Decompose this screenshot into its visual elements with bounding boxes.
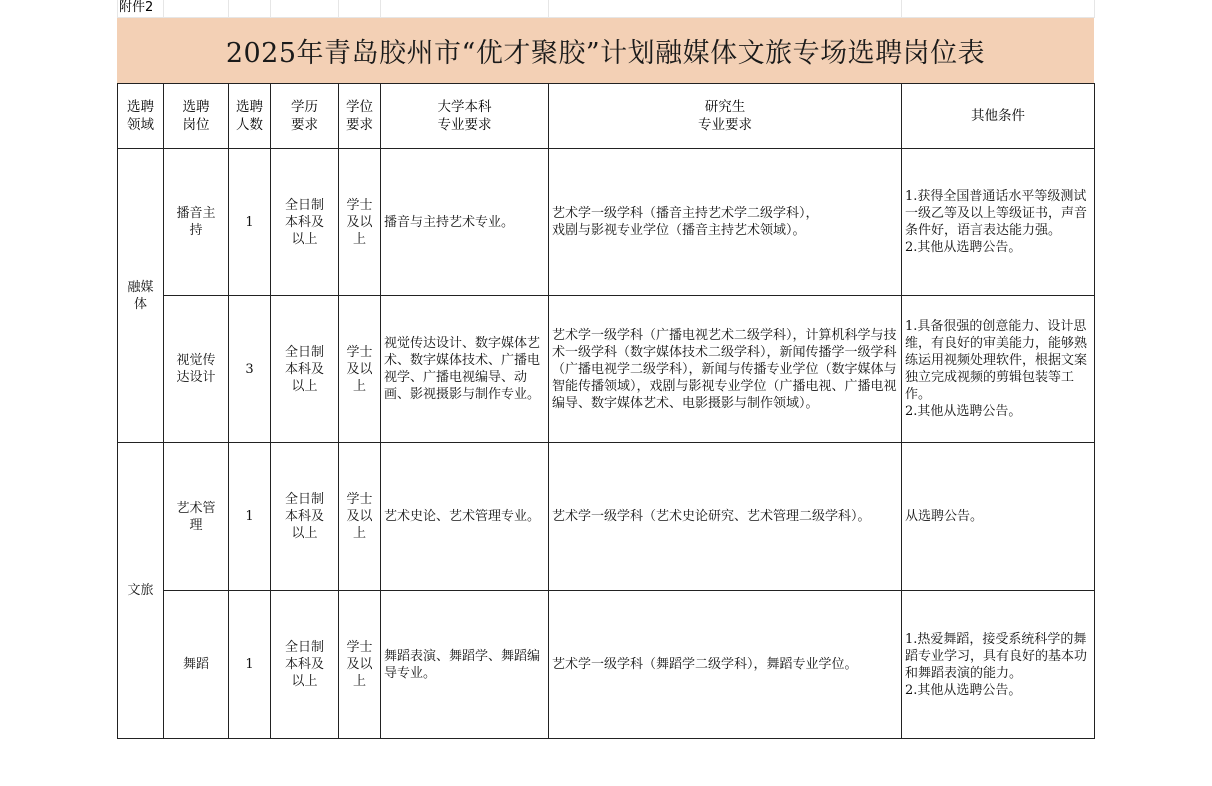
position-cell: 舞蹈 <box>164 591 229 739</box>
education-cell: 全日制 本科及 以上 <box>271 149 339 296</box>
degree-cell: 学士 及以 上 <box>339 443 381 591</box>
other-conditions-cell: 从选聘公告。 <box>902 443 1095 591</box>
field-cell: 文旅 <box>118 443 164 739</box>
degree-cell: 学士 及以 上 <box>339 149 381 296</box>
header-graduate-major: 研究生 专业要求 <box>549 84 902 149</box>
education-cell: 全日制 本科及 以上 <box>271 296 339 443</box>
grid-line <box>901 0 902 18</box>
other-conditions-cell: 1.热爱舞蹈，接受系统科学的舞蹈专业学习，具有良好的基本功和舞蹈表演的能力。 2.其他从选聘公告。 <box>902 591 1095 739</box>
header-count: 选聘 人数 <box>229 84 271 149</box>
other-conditions-cell: 1.获得全国普通话水平等级测试一级乙等及以上等级证书，声音条件好，语言表达能力强。 2.其他从选聘公告。 <box>902 149 1095 296</box>
table-row <box>118 296 1095 443</box>
grid-line <box>548 0 549 18</box>
header-education: 学历 要求 <box>271 84 339 149</box>
degree-cell: 学士 及以 上 <box>339 296 381 443</box>
position-cell: 艺术管 理 <box>164 443 229 591</box>
undergrad-major-cell: 舞蹈表演、舞蹈学、舞蹈编导专业。 <box>381 591 549 739</box>
graduate-major-cell: 艺术学一级学科（广播电视艺术二级学科），计算机科学与技术一级学科（数字媒体技术二级学科），新闻传播学一级学科（广播电视学二级学科），新闻与传播专业学位（数字媒体与智能传播领域），戏剧与影视专业学位（广播电视、广播电视编导、数字媒体艺术、电影摄影与制作领域）。 <box>549 296 902 443</box>
count-cell: 1 <box>229 591 271 739</box>
header-row <box>118 84 1095 149</box>
grid-line <box>163 0 164 18</box>
field-cell: 融媒 体 <box>118 149 164 443</box>
position-cell: 播音主 持 <box>164 149 229 296</box>
graduate-major-cell: 艺术学一级学科（播音主持艺术学二级学科）， 戏剧与影视专业学位（播音主持艺术领域）。 <box>549 149 902 296</box>
positions-table <box>117 83 1095 739</box>
undergrad-major-cell: 视觉传达设计、数字媒体艺术、数字媒体技术、广播电视学、广播电视编导、动画、影视摄影与制作专业。 <box>381 296 549 443</box>
education-cell: 全日制 本科及 以上 <box>271 443 339 591</box>
page-title: 2025年青岛胶州市“优才聚胶”计划融媒体文旅专场选聘岗位表 <box>117 18 1094 83</box>
education-cell: 全日制 本科及 以上 <box>271 591 339 739</box>
table-row <box>118 443 1095 591</box>
count-cell: 1 <box>229 149 271 296</box>
undergrad-major-cell: 艺术史论、艺术管理专业。 <box>381 443 549 591</box>
count-cell: 1 <box>229 443 271 591</box>
header-degree: 学位 要求 <box>339 84 381 149</box>
attachment-label: 附件2 <box>119 0 154 15</box>
header-other-conditions: 其他条件 <box>902 84 1095 149</box>
degree-cell: 学士 及以 上 <box>339 591 381 739</box>
undergrad-major-cell: 播音与主持艺术专业。 <box>381 149 549 296</box>
graduate-major-cell: 艺术学一级学科（舞蹈学二级学科），舞蹈专业学位。 <box>549 591 902 739</box>
grid-line <box>270 0 271 18</box>
position-cell: 视觉传 达设计 <box>164 296 229 443</box>
count-cell: 3 <box>229 296 271 443</box>
grid-line <box>1094 0 1095 18</box>
table-row <box>118 149 1095 296</box>
graduate-major-cell: 艺术学一级学科（艺术史论研究、艺术管理二级学科）。 <box>549 443 902 591</box>
grid-line <box>117 0 118 18</box>
grid-line <box>228 0 229 18</box>
header-field: 选聘 领域 <box>118 84 164 149</box>
grid-line <box>338 0 339 18</box>
header-position: 选聘 岗位 <box>164 84 229 149</box>
header-undergrad-major: 大学本科 专业要求 <box>381 84 549 149</box>
table-row <box>118 591 1095 739</box>
grid-line <box>380 0 381 18</box>
other-conditions-cell: 1.具备很强的创意能力、设计思维，有良好的审美能力，能够熟练运用视频处理软件，根据文案独立完成视频的剪辑包装等工作。 2.其他从选聘公告。 <box>902 296 1095 443</box>
